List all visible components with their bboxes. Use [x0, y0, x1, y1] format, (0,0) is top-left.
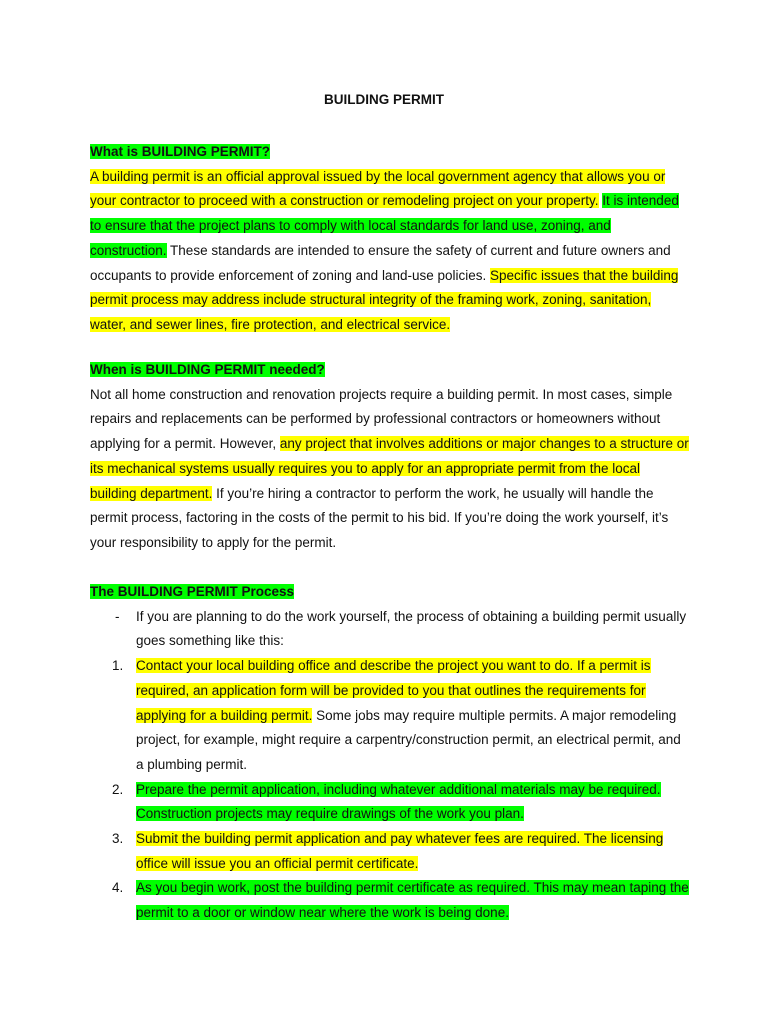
section-what-is	[90, 140, 690, 338]
text-run: Submit the building permit application and pay whatever fees are required. The licensing office will issue you an official permit certificate.	[136, 831, 664, 871]
section-heading	[90, 358, 690, 383]
text-run: If you’re hiring a contractor to perform the work, he usually will handle the permit process, factoring in the costs of the permit to his bid. If you’re doing the work yourself, it’s your responsibility to apply for the permit.	[90, 485, 669, 550]
process-list	[90, 605, 690, 926]
text-run: Some jobs may require multiple permits. A major remodeling project, for example, might require a carpentry/construction permit, an electrical permit, and a plumbing permit.	[136, 707, 681, 772]
heading-text: What is BUILDING PERMIT?	[90, 144, 270, 159]
text-run: These standards are intended to ensure the safety of current and future owners and occupants to provide enforcement of zoning and land-use policies.	[90, 242, 671, 283]
section-process	[90, 580, 690, 926]
list-item	[90, 654, 690, 778]
text-run: Not all home construction and renovation projects require a building permit. In most cases, simple repairs and replacements can be performed by professional contractors or homeowners without applying for a permit. However,	[90, 386, 673, 452]
section-when-needed	[90, 358, 690, 556]
heading-text: When is BUILDING PERMIT needed?	[90, 362, 325, 377]
text-run: If you are planning to do the work yourself, the process of obtaining a building permit usually goes something like this:	[136, 608, 687, 649]
text-run: It is intended to ensure that the project plans to comply with local standards for land use, zoning, and construction.	[90, 193, 679, 258]
list-item	[90, 876, 690, 925]
section-paragraph	[90, 383, 690, 556]
text-run: Prepare the permit application, including whatever additional materials may be required. Construction projects may require drawings of the work you plan.	[136, 781, 661, 822]
list-marker: 4.	[112, 880, 124, 896]
section-paragraph	[90, 165, 690, 338]
list-marker: 1.	[112, 658, 124, 674]
list-marker: 3.	[112, 831, 124, 847]
list-marker: 2.	[112, 781, 124, 797]
page-title: BUILDING PERMIT	[324, 92, 444, 107]
text-run: Contact your local building office and describe the project you want to do. If a permit is required, an application form will be provided to you that outlines the requirements for applying for a building permit.	[136, 658, 651, 723]
text-run: As you begin work, post the building permit certificate as required. This may mean taping the permit to a door or window near where the work is being done.	[136, 880, 689, 921]
section-heading	[90, 140, 690, 165]
heading-text: The BUILDING PERMIT Process	[90, 584, 295, 599]
list-marker: -	[115, 608, 120, 624]
text-run: A building permit is an official approval issued by the local government agency that allows you or your contractor to proceed with a construction or remodeling project on your property.	[90, 168, 666, 209]
section-heading	[90, 580, 690, 605]
list-item	[90, 827, 690, 876]
text-run: any project that involves additions or major changes to a structure or its mechanical systems usually requires you to apply for an appropriate permit from the local building department.	[90, 436, 689, 501]
list-item	[90, 778, 690, 827]
list-item	[90, 605, 690, 654]
text-run: Specific issues that the building permit process may address include structural integrity of the framing work, zoning, sanitation, water, and sewer lines, fire protection, and electrical service.	[90, 267, 679, 332]
